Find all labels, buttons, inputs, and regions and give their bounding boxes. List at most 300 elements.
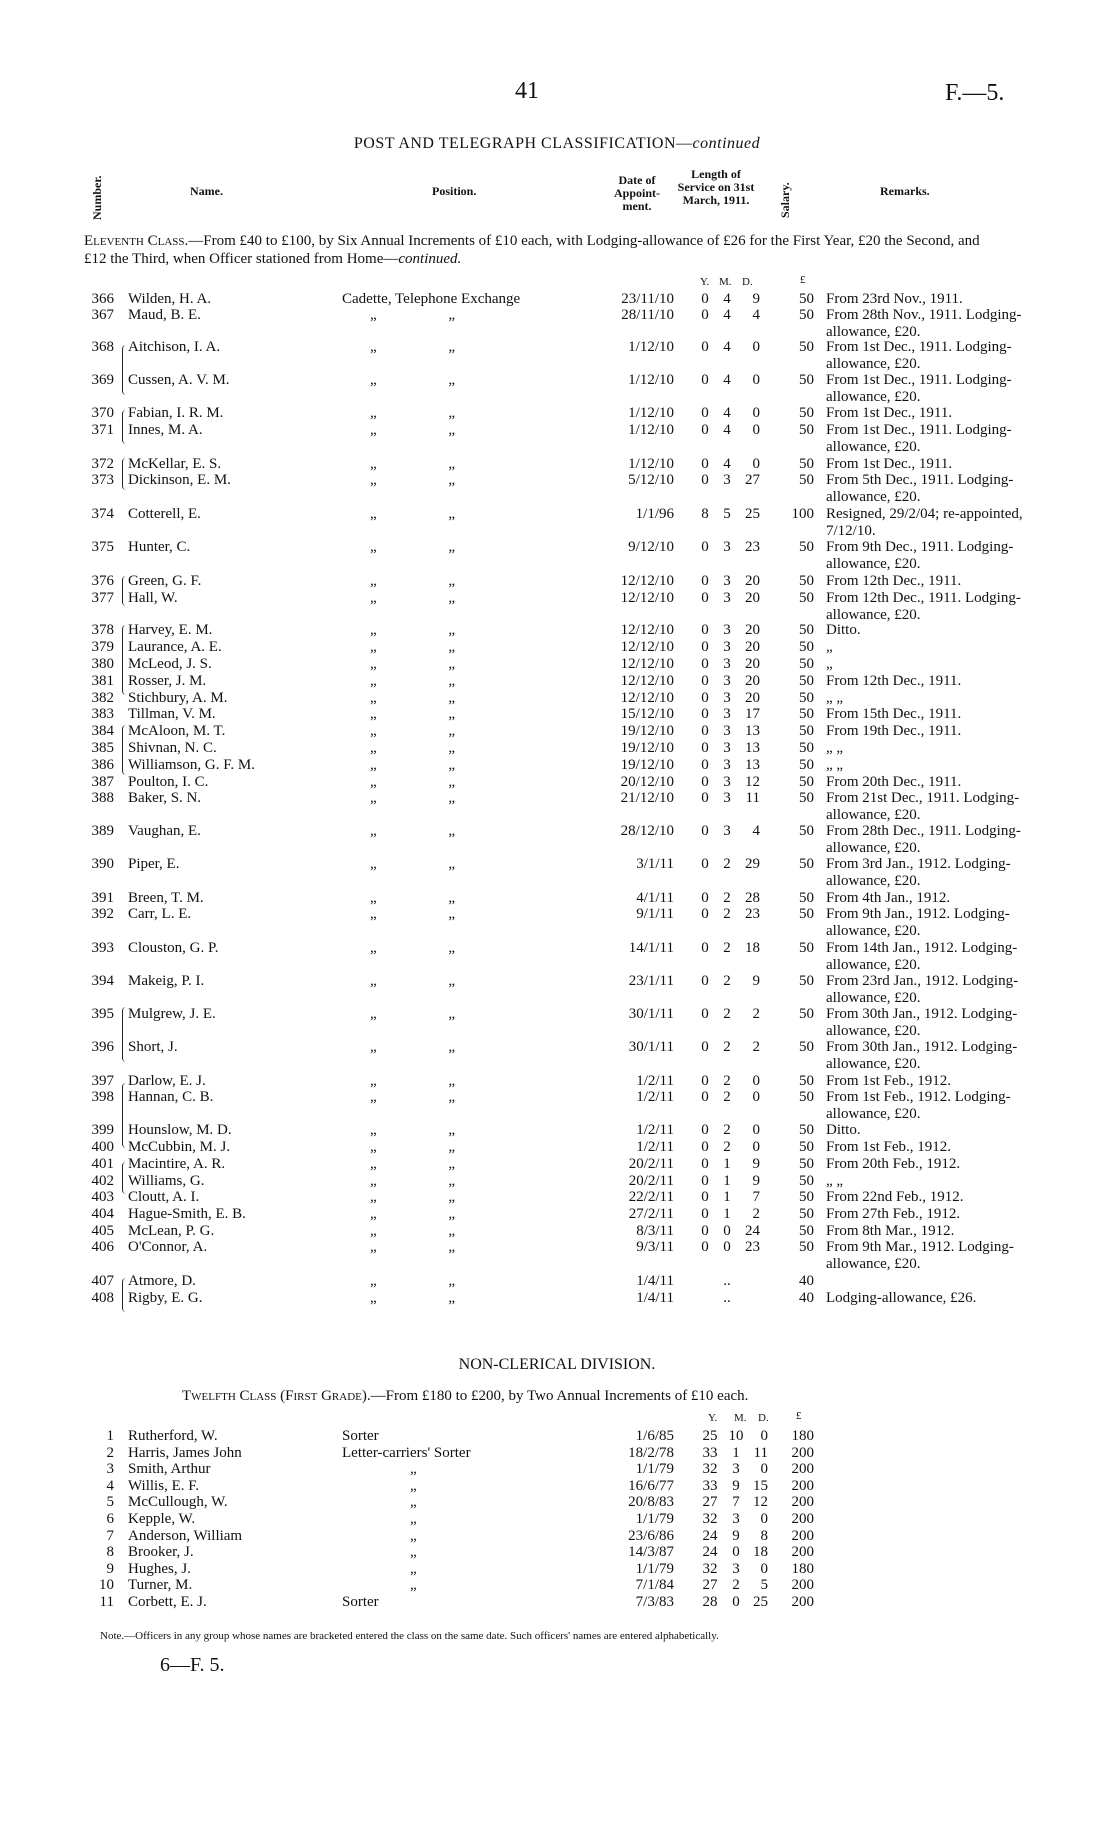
row-name: Anderson, William [128,1527,243,1544]
row-position: „ „ [370,622,456,638]
row-remarks: From 3rd Jan., 1912. Lodging-allowance, £20. [826,856,1011,889]
class-name: Eleventh Class. [84,233,189,249]
row-months: 1 [723,1189,731,1205]
row-years: 0 [701,723,709,739]
row-months: 7 [732,1494,740,1511]
row-date: 9/12/10 [628,539,674,555]
row-salary: 50 [799,757,814,773]
row-position: „ „ [370,405,456,421]
row-number: 383 [91,706,114,722]
row-months: 3 [723,690,731,706]
table-row [0,456,1114,473]
row-salary: 50 [799,307,814,323]
row-date: 12/12/10 [620,639,674,655]
row-number: 376 [91,573,114,589]
row-position: „ „ [370,973,456,989]
row-years: 33 [702,1477,718,1494]
row-remarks: From 20th Feb., 1912. [826,1156,961,1172]
unit-y: Y. [700,276,710,288]
row-months: 2 [723,1139,731,1155]
row-remarks: From 5th Dec., 1911. Lodging-allowance, £20. [826,472,1014,505]
row-salary: 50 [799,706,814,722]
row-months: 2 [723,1006,731,1022]
row-years: 0 [701,973,709,989]
row-number: 404 [91,1206,114,1222]
row-remarks: „ [826,639,833,655]
row-days: 0 [752,1089,760,1105]
row-remarks: From 30th Jan., 1912. Lodging-allowance, £20. [826,1006,1018,1039]
row-date: 5/12/10 [628,472,674,488]
row-number: 391 [91,890,114,906]
row-date: 28/12/10 [620,823,674,839]
row-salary: 50 [799,472,814,488]
row-salary: 200 [791,1577,814,1594]
row-name: Harvey, E. M. [128,622,213,638]
row-salary: 50 [799,1239,814,1255]
row-months: 3 [723,790,731,806]
row-remarks: From 9th Mar., 1912. Lodging-allowance, £20. [826,1239,1014,1272]
row-position: „ „ [370,940,456,956]
row-salary: 50 [799,906,814,922]
table-row [0,1122,1114,1139]
group-bracket [122,725,127,775]
row-salary: 50 [799,723,814,739]
row-number: 378 [91,622,114,638]
row-days: 29 [745,856,760,872]
row-months: 2 [723,890,731,906]
row-name: McCullough, W. [128,1494,228,1511]
row-date: 18/2/78 [628,1444,674,1461]
row-salary: 50 [799,1039,814,1055]
row-number: 367 [91,307,114,323]
row-years: 0 [701,673,709,689]
row-name: Baker, S. N. [128,790,202,806]
row-name: Shivnan, N. C. [128,740,217,756]
row-date: 20/2/11 [628,1173,674,1189]
row-salary: 50 [799,291,814,307]
row-remarks: Resigned, 29/2/04; re-appointed, 7/12/10. [826,506,1023,539]
row-salary: 50 [799,1122,814,1138]
row-salary: 200 [791,1494,814,1511]
row-months: 3 [723,757,731,773]
row-name: Corbett, E. J. [128,1594,207,1610]
row-date: 28/11/10 [621,307,674,323]
row-years: 0 [701,774,709,790]
table-row [0,422,1114,455]
row-remarks: From 1st Dec., 1911. [826,405,953,421]
row-position: Letter-carriers' Sorter [342,1444,471,1461]
row-date: 14/3/87 [628,1544,674,1561]
row-days: 0 [760,1461,768,1478]
unit-d-2: D. [758,1412,769,1424]
table-row [0,291,1114,308]
row-number: 2 [106,1444,114,1461]
row-position: „ „ [370,1073,456,1089]
row-position: Cadette, Telephone Exchange [342,291,521,307]
row-salary: 50 [799,890,814,906]
row-months: 9 [732,1527,740,1544]
class-text-continued: continued. [398,251,462,267]
row-name: Tillman, V. M. [128,706,216,722]
row-remarks: From 22nd Feb., 1912. [826,1189,964,1205]
row-number: 393 [91,940,114,956]
row-remarks: „ „ [826,757,844,773]
table-row [0,1089,1114,1122]
row-position: „ „ [370,656,456,672]
row-remarks: „ „ [826,690,844,706]
row-salary: 50 [799,1156,814,1172]
row-date: 1/4/11 [636,1290,674,1306]
row-years: 0 [701,590,709,606]
row-name: Innes, M. A. [128,422,203,438]
row-position: „ „ [370,456,456,472]
row-date: 12/12/10 [620,590,674,606]
row-position: „ „ [370,639,456,655]
row-days: 23 [745,1239,760,1255]
row-years: 0 [701,422,709,438]
unit-y-2: Y. [708,1412,718,1424]
row-name: Kepple, W. [128,1511,196,1527]
row-months: 3 [723,723,731,739]
group-bracket [122,345,127,395]
row-date: 7/3/83 [635,1594,674,1610]
row-salary: 50 [799,1173,814,1189]
row-months: 3 [723,740,731,756]
row-date: 22/2/11 [628,1189,674,1205]
row-years: 24 [702,1527,718,1544]
row-date: 3/1/11 [636,856,674,872]
row-date: 1/2/11 [636,1089,674,1105]
row-salary: 50 [799,1189,814,1205]
row-date: 19/12/10 [620,757,674,773]
row-salary: 50 [799,1006,814,1022]
row-years: 0 [701,940,709,956]
row-position: „ „ [370,1122,456,1138]
row-date: 1/1/96 [635,506,674,522]
row-date: 1/12/10 [628,405,674,421]
row-salary: 50 [799,1206,814,1222]
row-days: 20 [745,622,760,638]
row-remarks: „ [826,656,833,672]
row-months: 3 [723,823,731,839]
table-row [0,1156,1114,1173]
row-position: „ „ [370,539,456,555]
row-days: 0 [760,1511,768,1527]
row-position: „ „ [370,1139,456,1155]
row-date: 12/12/10 [620,622,674,638]
row-salary: 100 [791,506,814,522]
row-date: 7/1/84 [635,1577,674,1594]
row-date: 20/2/11 [628,1156,674,1172]
row-months: 2 [723,940,731,956]
row-days: 18 [745,940,760,956]
table-row [0,639,1114,656]
row-salary: 200 [791,1511,814,1527]
row-salary: 200 [791,1477,814,1494]
row-position: „ „ [370,673,456,689]
row-position: „ „ [370,757,456,773]
row-position: „ [410,1461,417,1478]
row-salary: 180 [791,1560,814,1577]
row-number: 392 [91,906,114,922]
row-years: 27 [702,1494,718,1511]
row-name: Maud, B. E. [128,307,201,323]
row-days: 28 [745,890,760,906]
row-position: „ „ [370,307,456,323]
row-remarks: From 23rd Nov., 1911. [826,291,963,307]
row-salary: 200 [791,1527,814,1544]
table-row [0,1239,1114,1272]
row-months: 4 [723,291,731,307]
row-months: 1 [723,1156,731,1172]
row-remarks: From 9th Dec., 1911. Lodging-allowance, £20. [826,539,1014,572]
row-days: 4 [752,307,760,323]
table-row [0,1273,1114,1290]
row-salary: 50 [799,339,814,355]
row-salary: 40 [799,1273,814,1289]
row-number: 6 [106,1511,114,1527]
row-position: „ „ [370,422,456,438]
row-salary: 50 [799,422,814,438]
document-reference: F.—5. [945,80,1005,106]
table-row [0,906,1114,939]
row-salary: 40 [799,1290,814,1306]
row-remarks: From 4th Jan., 1912. [826,890,951,906]
row-date: 27/2/11 [628,1206,674,1222]
row-remarks: From 12th Dec., 1911. Lodging-allowance, £20. [826,590,1021,623]
row-number: 389 [91,823,114,839]
row-salary: 180 [791,1428,814,1444]
row-months: 2 [723,856,731,872]
row-number: 399 [91,1122,114,1138]
row-position: „ „ [370,1173,456,1189]
row-position: „ [410,1511,417,1527]
row-years: 25 [702,1428,718,1444]
row-number: 371 [91,422,114,438]
page-number: 41 [515,78,539,104]
row-years: 28 [702,1594,718,1610]
row-name: Brooker, J. [128,1544,194,1561]
row-years: 0 [701,622,709,638]
footer-signature: 6—F. 5. [160,1654,225,1676]
table-row [0,656,1114,673]
row-name: Williamson, G. F. M. [128,757,255,773]
row-years: 0 [701,1189,709,1205]
row-number: 379 [91,639,114,655]
row-days: 2 [752,1206,760,1222]
row-days: 12 [753,1494,768,1511]
row-name: Vaughan, E. [128,823,201,839]
title-continued: continued [692,135,761,152]
table-row [0,506,1114,539]
row-name: Hughes, J. [128,1560,191,1577]
table-row [0,1594,1114,1611]
row-years: 0 [701,656,709,672]
row-days: 0 [752,405,760,421]
table-row [0,673,1114,690]
group-bracket [122,1007,127,1062]
row-remarks: From 12th Dec., 1911. [826,573,962,589]
table-row [0,706,1114,723]
table-row [0,622,1114,639]
row-name: Cloutt, A. I. [128,1189,200,1205]
row-number: 380 [91,656,114,672]
row-years: 0 [701,539,709,555]
row-name: Breen, T. M. [128,890,204,906]
row-date: 1/1/79 [635,1511,674,1527]
table-row [0,823,1114,856]
row-name: McCubbin, M. J. [128,1139,231,1155]
row-remarks: From 8th Mar., 1912. [826,1223,955,1239]
row-date: 1/2/11 [636,1073,674,1089]
row-name: Macintire, A. R. [128,1156,226,1172]
table-row [0,1544,1114,1561]
row-date: 1/4/11 [636,1273,674,1289]
row-months: 4 [723,307,731,323]
row-number: 8 [106,1544,114,1561]
row-position: „ „ [370,790,456,806]
row-position: „ „ [370,823,456,839]
row-salary: 50 [799,372,814,388]
table-row [0,973,1114,1006]
table-row [0,1577,1114,1594]
header-position: Position. [432,184,477,198]
row-position: „ „ [370,472,456,488]
table-row [0,1428,1114,1445]
row-position: „ „ [370,906,456,922]
table-row [0,1528,1114,1545]
table-row [0,1206,1114,1223]
row-name: Stichbury, A. M. [128,690,228,706]
row-months: 4 [723,405,731,421]
row-name: Williams, G. [128,1173,205,1189]
row-name: McLean, P. G. [128,1223,215,1239]
row-date: 4/1/11 [636,890,674,906]
row-name: Mulgrew, J. E. [128,1006,216,1022]
row-months: 4 [723,372,731,388]
row-remarks: „ „ [826,1173,844,1189]
row-years: 33 [702,1444,718,1461]
row-number: 370 [91,405,114,421]
group-bracket [122,1278,127,1312]
row-months: 3 [732,1560,740,1577]
row-date: 19/12/10 [620,723,674,739]
row-number: 387 [91,774,114,790]
table-row [0,1039,1114,1072]
unit-d: D. [742,276,753,288]
row-name: Hall, W. [128,590,178,606]
table-row [0,723,1114,740]
row-name: Rutherford, W. [128,1428,218,1444]
row-position: „ „ [370,723,456,739]
row-date: 12/12/10 [620,656,674,672]
row-name: Rigby, E. G. [128,1290,203,1306]
row-years: 0 [701,472,709,488]
table-row [0,1073,1114,1090]
table-row [0,590,1114,623]
row-salary: 200 [791,1544,814,1561]
row-date: 1/12/10 [628,339,674,355]
row-years: 0 [701,405,709,421]
table-row [0,740,1114,757]
table-row [0,1006,1114,1039]
row-years: 32 [702,1511,718,1527]
row-months: 3 [723,539,731,555]
row-position: „ „ [370,774,456,790]
row-number: 368 [91,339,114,355]
row-number: 386 [91,757,114,773]
group-bracket [122,1162,127,1194]
row-name: Aitchison, I. A. [128,339,221,355]
row-position: „ „ [370,740,456,756]
row-name: Carr, L. E. [128,906,192,922]
row-date: 19/12/10 [620,740,674,756]
row-remarks: From 28th Nov., 1911. Lodging-allowance, £20. [826,307,1022,340]
row-date: 1/1/79 [635,1560,674,1577]
row-years: 0 [701,890,709,906]
row-months: 3 [723,622,731,638]
row-years: 0 [701,1139,709,1155]
row-months: 1 [732,1444,740,1461]
row-date: 23/6/86 [628,1527,674,1544]
row-years: 0 [701,1239,709,1255]
row-days: 7 [752,1189,760,1205]
row-remarks: From 23rd Jan., 1912. Lodging-allowance, £20. [826,973,1019,1006]
page-title [0,135,1114,153]
row-months: 1 [723,1206,731,1222]
row-days: 9 [752,291,760,307]
row-days: 13 [745,723,760,739]
row-days: 23 [745,906,760,922]
row-days: 0 [752,339,760,355]
table-row [0,757,1114,774]
header-salary: Salary. [778,182,792,218]
row-months: 9 [732,1477,740,1494]
row-years: 0 [701,1122,709,1138]
row-months: 3 [723,706,731,722]
row-date: 14/1/11 [628,940,674,956]
row-remarks: From 15th Dec., 1911. [826,706,962,722]
row-days: 2 [752,1006,760,1022]
row-name: Hannan, C. B. [128,1089,214,1105]
row-years: 0 [701,1089,709,1105]
row-name: McAloon, M. T. [128,723,226,739]
row-name: Cotterell, E. [128,506,201,522]
row-days: 23 [745,539,760,555]
row-years: 0 [701,906,709,922]
row-remarks: From 1st Feb., 1912. [826,1139,952,1155]
row-position: „ [410,1544,417,1561]
row-number: 395 [91,1006,114,1022]
unit-m-2: M. [734,1412,747,1424]
table-row [0,372,1114,405]
group-bracket [122,625,127,695]
row-date: 12/12/10 [620,690,674,706]
row-months: 3 [723,639,731,655]
row-days: 25 [745,506,760,522]
row-number: 9 [106,1560,114,1577]
row-days: 2 [752,1039,760,1055]
row-months: 2 [723,1039,731,1055]
row-position: „ „ [370,856,456,872]
header-name: Name. [190,184,223,198]
row-years: 32 [702,1560,718,1577]
row-salary: 50 [799,673,814,689]
row-days: 0 [752,1122,760,1138]
table-row [0,1139,1114,1156]
row-position: „ „ [370,590,456,606]
row-remarks: Ditto. [826,1122,861,1138]
